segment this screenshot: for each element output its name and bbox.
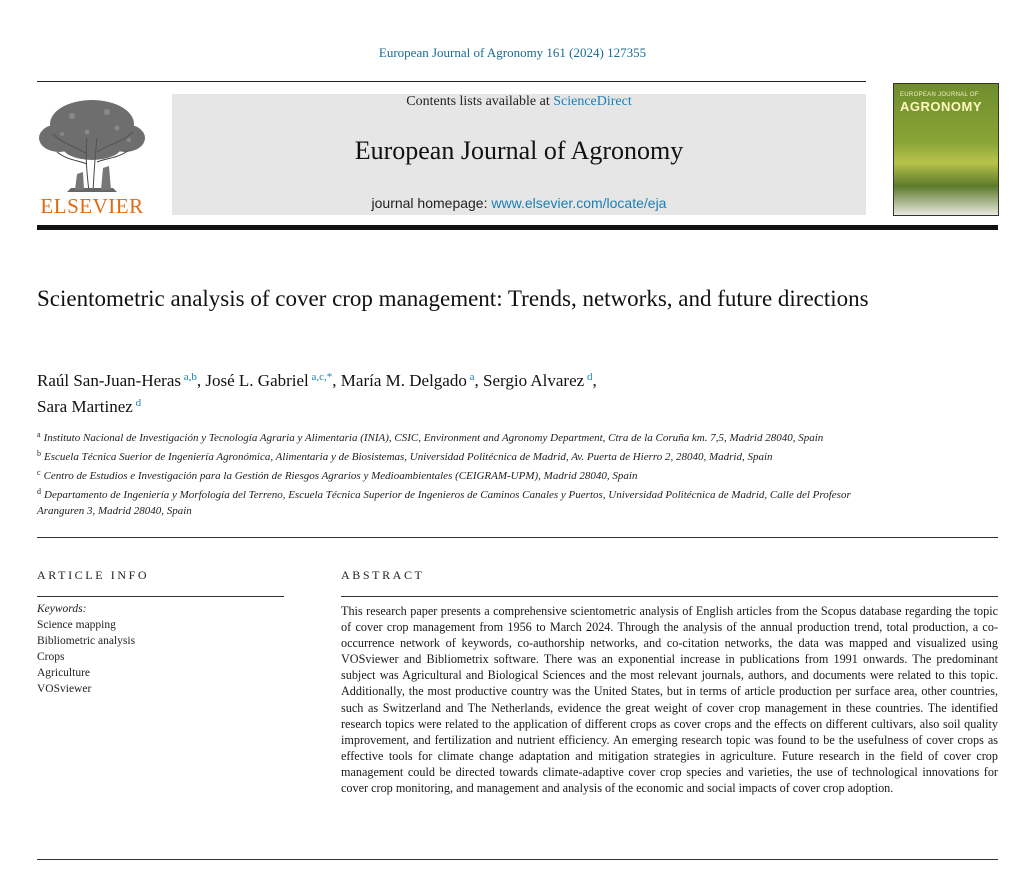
affiliation-item xyxy=(37,446,867,465)
affiliation-mark: a xyxy=(37,430,41,439)
homepage-link[interactable]: www.elsevier.com/locate/eja xyxy=(491,195,667,211)
journal-title: European Journal of Agronomy xyxy=(354,136,684,165)
abstract-heading: ABSTRACT xyxy=(341,568,425,582)
author-separator: , xyxy=(592,371,597,390)
keywords-list xyxy=(37,617,277,697)
keyword-item: Bibliometric analysis xyxy=(37,635,136,647)
keywords-label: Keywords: xyxy=(37,603,87,615)
sciencedirect-link[interactable]: ScienceDirect xyxy=(553,94,632,109)
contents-prefix: Contents lists available at xyxy=(406,94,554,109)
homepage-line xyxy=(172,195,866,211)
journal-cover-thumbnail[interactable] xyxy=(893,83,999,216)
author-list xyxy=(37,366,837,418)
cover-title-small: EUROPEAN JOURNAL OF xyxy=(900,92,979,98)
cover-title-large: AGRONOMY xyxy=(900,99,982,114)
author-separator: , xyxy=(332,371,341,390)
affiliations xyxy=(37,427,867,519)
article-info-heading: ARTICLE INFO xyxy=(37,568,150,582)
bottom-rule xyxy=(37,859,998,860)
affiliation-mark: b xyxy=(37,449,41,458)
abstract-rule xyxy=(341,596,998,597)
elsevier-wordmark[interactable]: ELSEVIER xyxy=(40,194,144,218)
keyword-item: Science mapping xyxy=(37,619,116,631)
contents-line xyxy=(172,94,866,110)
author-separator: , xyxy=(474,371,483,390)
affiliation-text: Centro de Estudios e Investigación para la Gestión de Riesgos Agrarios y Medioambientales (CEIGRAM-UPM), Madrid 28040, Spain xyxy=(43,470,638,482)
author-affiliation-marks[interactable]: d xyxy=(584,371,593,383)
affiliation-item xyxy=(37,427,867,446)
affiliation-text: Escuela Técnica Suerior de Ingeniería Agronómica, Alimentaria y de Biosistemas, Universidad Politécnica de Madrid, Av. Puerta de Hierro 2, 28040, Madrid, Spain xyxy=(44,451,773,463)
author-affiliation-marks[interactable]: a,b xyxy=(181,371,197,383)
article-title: Scientometric analysis of cover crop management: Trends, networks, and future directions xyxy=(37,286,869,311)
affiliation-mark: c xyxy=(37,468,41,477)
keywords-block xyxy=(37,601,277,697)
keyword-item: Crops xyxy=(37,651,65,663)
author-separator: , xyxy=(196,371,206,390)
affiliation-text: Instituto Nacional de Investigación y Tecnología Agraria y Alimentaria (INIA), CSIC, Environment and Agronomy Department, Ctra de la Coruña km. 7,5, Madrid 28040, Spain xyxy=(43,432,824,444)
journal-banner xyxy=(172,94,866,215)
journal-citation[interactable]: European Journal of Agronomy 161 (2024) 127355 xyxy=(378,45,647,60)
author-affiliation-marks[interactable]: d xyxy=(132,397,142,409)
affiliation-separator xyxy=(37,537,998,538)
keyword-item: VOSviewer xyxy=(37,683,92,695)
author-name[interactable]: José L. Gabriel xyxy=(205,371,309,390)
keyword-item: Agriculture xyxy=(37,667,91,679)
author-affiliation-marks[interactable]: a xyxy=(466,371,475,383)
author-name[interactable]: Sara Martinez xyxy=(37,397,133,416)
author-name[interactable]: Sergio Alvarez xyxy=(483,371,585,390)
affiliation-item xyxy=(37,465,867,484)
author-affiliation-marks[interactable]: a,c,* xyxy=(308,371,333,383)
header-thick-rule xyxy=(37,225,998,230)
affiliation-item xyxy=(37,484,867,519)
abstract-text: This research paper presents a comprehensive scientometric analysis of English articles from the Scopus database regarding the topic of cover crop management from 1956 to March 2024. Through the analysis of the annual production trend, total production, a co-occurrence network of keywords, co-authorship networks, and co-citation networks, the data was mapped and visualized using VOSviewer and Bibliometrix software. There was an exponential increase in publications from 1991 onwards. The predominant subject was Agricultural and Biological Sciences and the most relevant journals, authors, and documents were related to this topic. Additionally, the most productive country was the United States, but in terms of article production per surface area, other countries, such as Switzerland and The Netherlands, evidence the great weight of cover crop management in these countries. The identified research topics were related to the application of different crops as cover crops and the effects on different cultivars, also soil quality improvement, and fertilization and nutrient efficiency. An emerging research topic was found to be the usefulness of cover crops as effective tools for climate change adaptation and mitigation strategies in agriculture. Future research in the field of cover crop management could be directed towards climate-adaptive cover crop species and varieties, the use of technological innovations for cover crop monitoring, and management and analysis of the economic and social impacts of cover crop adoption. xyxy=(341,604,998,796)
homepage-prefix: journal homepage: xyxy=(371,195,492,211)
article-info-rule xyxy=(37,596,284,597)
affiliation-text: Departamento de Ingeniería y Morfología del Terreno, Escuela Técnica Superior de Ingenieros de Caminos Canales y Puertos, Universidad Politécnica de Madrid, Calle del Profesor Aranguren 3, Madrid 28040, Spain xyxy=(37,489,851,517)
affiliation-mark: d xyxy=(37,487,41,496)
author-name[interactable]: María M. Delgado xyxy=(340,371,467,390)
author-name[interactable]: Raúl San-Juan-Heras xyxy=(37,371,181,390)
header-top-rule xyxy=(37,81,866,82)
